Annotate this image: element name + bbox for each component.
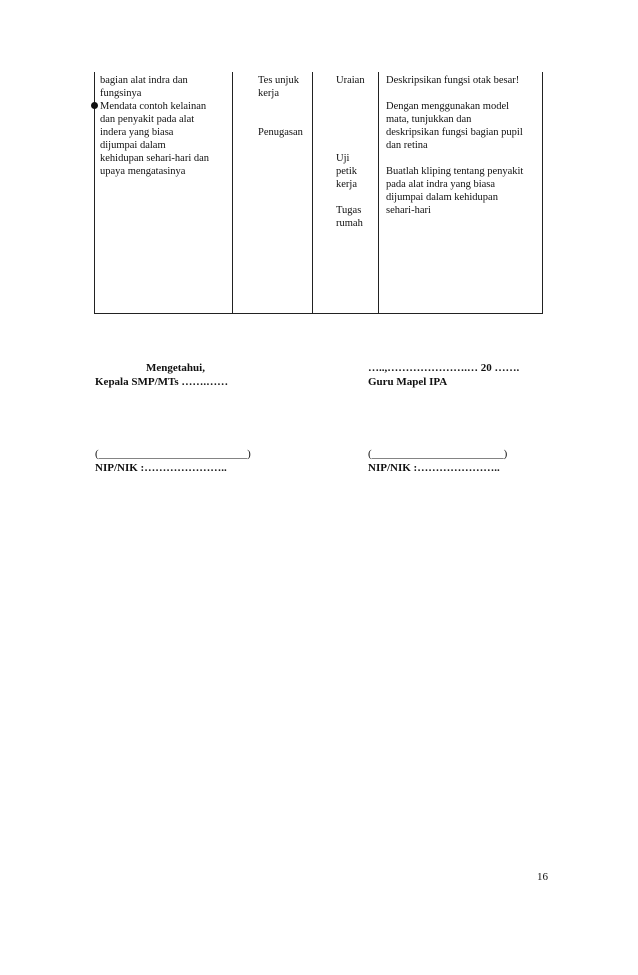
bullet-icon (91, 102, 98, 109)
principal-signature-line: (___________________________) (95, 448, 251, 460)
instrument-form-cell (313, 72, 379, 314)
cell-text: deskripsikan fungsi bagian pupil (386, 127, 523, 138)
cell-text: kerja (258, 88, 279, 99)
cell-text: rumah (336, 218, 363, 229)
indicator-cell (95, 72, 233, 314)
cell-text: kerja (336, 179, 357, 190)
cell-text: Uji (336, 153, 350, 164)
cell-text: Deskripsikan fungsi otak besar! (386, 75, 520, 86)
cell-text: Penugasan (258, 127, 303, 138)
principal-role: Kepala SMP/MTs …….…… (95, 376, 229, 388)
teacher-role: Guru Mapel IPA (368, 376, 448, 388)
cell-text: dan retina (386, 140, 428, 151)
cell-text: kehidupan sehari-hari dan (100, 153, 210, 164)
cell-text: indera yang biasa (100, 127, 174, 138)
cell-text: mata, tunjukkan dan (386, 114, 472, 125)
date-line: …..,………………….… 20 ……. (368, 362, 520, 374)
cell-text: Tes unjuk (258, 75, 299, 86)
acknowledged-label: Mengetahui, (146, 362, 205, 374)
teacher-signature-line: (________________________) (368, 448, 508, 460)
cell-text: dijumpai dalam kehidupan (386, 192, 498, 203)
cell-text: Tugas (336, 205, 362, 216)
cell-text: petik (336, 166, 357, 177)
instrument-example-cell (379, 72, 543, 314)
cell-text: upaya mengatasinya (100, 166, 186, 177)
teacher-nip: NIP/NIK :………………….. (368, 462, 500, 474)
table-row (95, 72, 543, 314)
principal-nip: NIP/NIK :………………….. (95, 462, 227, 474)
cell-text: Dengan menggunakan model (386, 101, 510, 112)
technique-cell (233, 72, 313, 314)
cell-text: Uraian (336, 75, 365, 86)
cell-text: Mendata contoh kelainan (100, 101, 207, 112)
page-number: 16 (537, 871, 548, 883)
cell-text: dijumpai dalam (100, 140, 166, 151)
cell-text: fungsinya (100, 88, 142, 99)
cell-text: sehari-hari (386, 205, 431, 216)
cell-text: bagian alat indra dan (100, 75, 188, 86)
cell-text: Buatlah kliping tentang penyakit (386, 166, 524, 177)
assessment-table (94, 72, 543, 314)
cell-text: dan penyakit pada alat (100, 114, 195, 125)
cell-text: pada alat indra yang biasa (386, 179, 496, 190)
